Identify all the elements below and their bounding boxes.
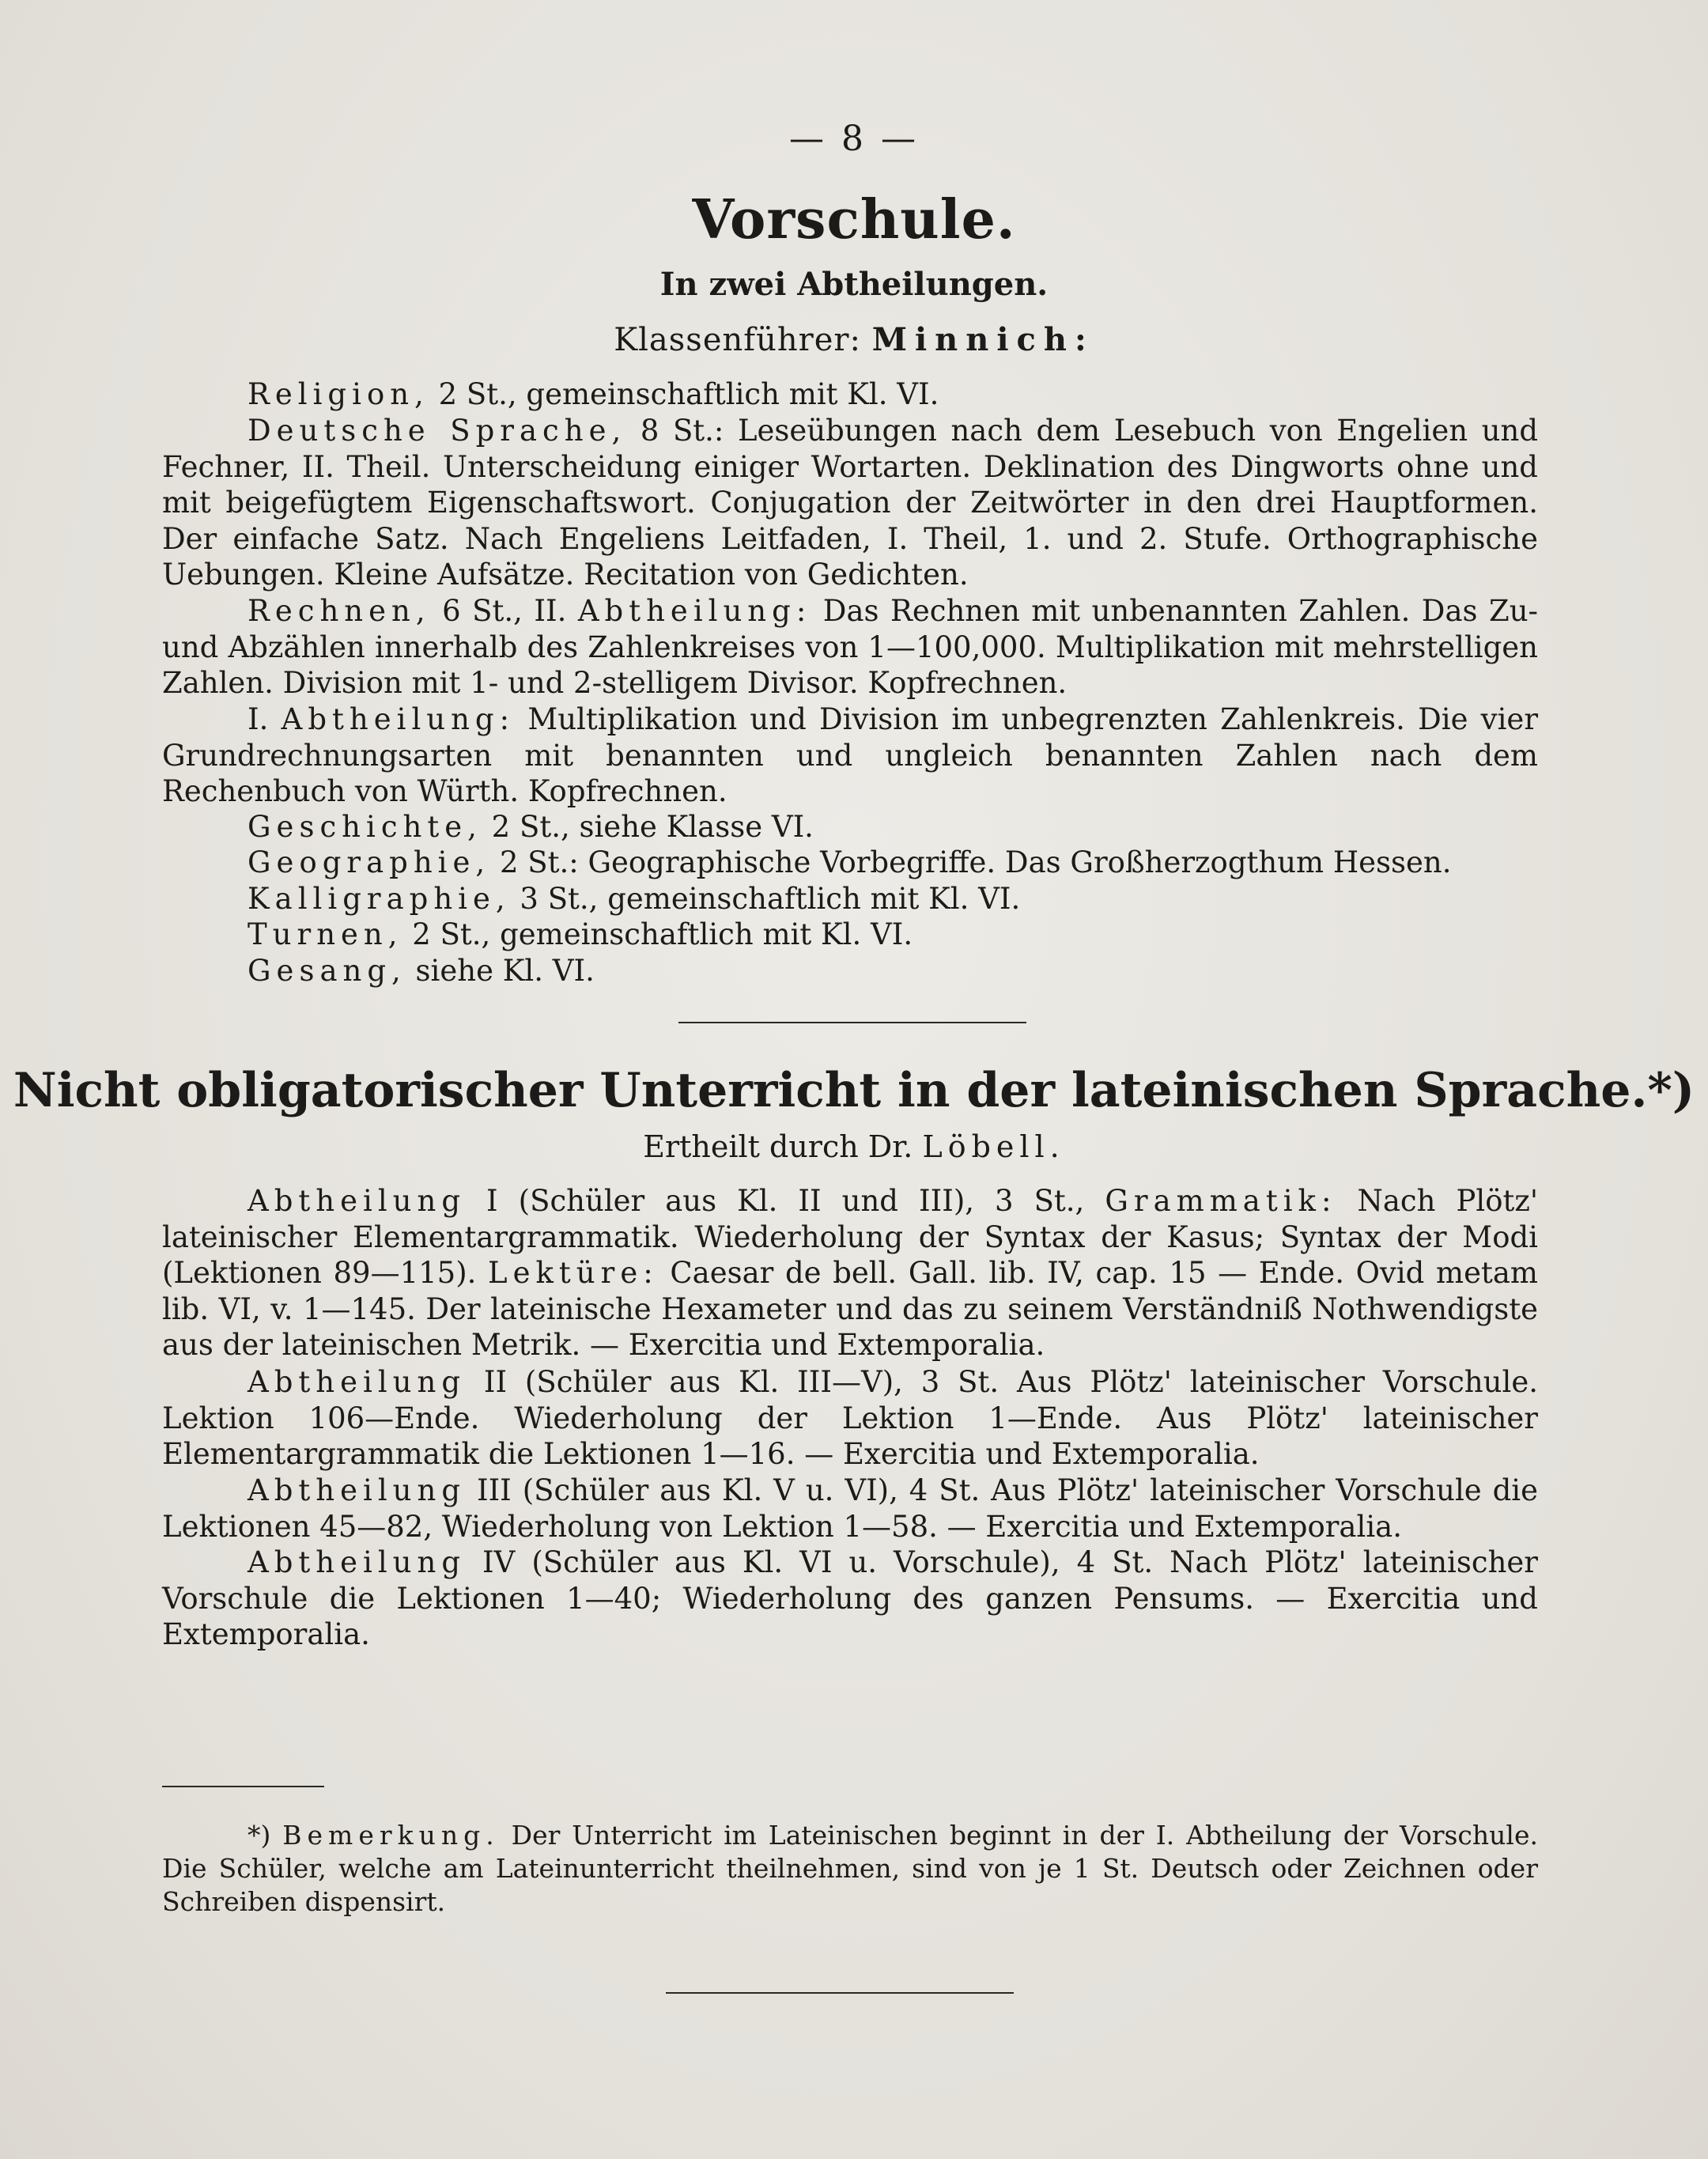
geschichte-text: 2 St., siehe Klasse VI. <box>491 810 814 844</box>
latein-abt3-paragraph <box>162 1473 1538 1545</box>
kalligraphie-paragraph <box>162 881 1538 917</box>
latein-abt2-text: II (Schüler aus Kl. III—V), 3 St. Aus Plötz' lateinischer Vorschule. Lektion 106—Ende. Wiederholung der Lektion 1—Ende. Aus Plötz' lateinischer Elementargrammatik die Lektionen 1—16. — Exercitia und Extemporalia. <box>162 1365 1538 1471</box>
latein-abt4-text: IV (Schüler aus Kl. VI u. Vorschule), 4 St. Nach Plötz' lateinischer Vorschule die Lektionen 1—40; Wiederholung des ganzen Pensums. — Exercitia und Extemporalia. <box>162 1545 1538 1651</box>
religion-text: 2 St., gemeinschaftlich mit Kl. VI. <box>438 377 939 411</box>
latein-abt1-text-b: Caesar de bell. Gall. lib. IV, cap. 15 — Ende. Ovid metam lib. VI, v. 1—145. Der lateinische Hexameter und das zu seinem Verständniß Nothwendigste aus der lateinischen Metrik. — Exercitia und Extemporalia. <box>162 1256 1538 1362</box>
latein-abt1-paragraph <box>162 1183 1538 1363</box>
religion-paragraph <box>162 376 1538 413</box>
latein-abt4-paragraph <box>162 1545 1538 1653</box>
religion-label: Religion, <box>248 377 429 411</box>
turnen-paragraph <box>162 917 1538 953</box>
deutsch-text: 8 St.: Leseübungen nach dem Lesebuch von Engelien und Fechner, II. Theil. Unterscheidung einiger Wortarten. Deklination des Dingworts ohne und mit beigefügtem Eigenschaftswort. Conjugation der Zeitwörter in den drei Hauptformen. Der einfache Satz. Nach Engeliens Leitfaden, I. Theil, 1. und 2. Stufe. Orthographische Uebungen. Kleine Aufsätze. Recitation von Gedichten. <box>162 414 1539 592</box>
abt1-paragraph <box>162 701 1538 810</box>
section-title-vorschule: Vorschule. <box>692 188 1016 251</box>
turnen-text: 2 St., gemeinschaftlich mit Kl. VI. <box>412 917 913 951</box>
turnen-label: Turnen, <box>248 917 403 951</box>
latein-abt4-label: Abtheilung <box>248 1545 467 1579</box>
footnote <box>162 1819 1538 1919</box>
latein-grammatik-label: Grammatik: <box>1105 1184 1337 1218</box>
abt1-label: Abtheilung: <box>281 702 516 736</box>
footnote-marker: *) <box>248 1820 271 1851</box>
geographie-text: 2 St.: Geographische Vorbegriffe. Das Großherzogthum Hessen. <box>499 845 1452 879</box>
abt1-text: Multiplikation und Division im unbegrenzten Zahlenkreis. Die vier Grundrechnungsarten mit benannten und ungleich benannten Zahlen nach dem Rechenbuch von Würth. Kopfrechnen. <box>162 702 1538 808</box>
deutsch-paragraph <box>162 413 1538 593</box>
latein-abt3-text: III (Schüler aus Kl. V u. VI), 4 St. Aus Plötz' lateinischer Vorschule die Lektionen 45—82, Wiederholung von Lektion 1—58. — Exercitia und Extemporalia. <box>162 1473 1539 1544</box>
geschichte-paragraph <box>162 809 1538 845</box>
latein-abt2-label: Abtheilung <box>248 1365 467 1399</box>
deutsch-label: Deutsche Sprache, <box>248 414 627 448</box>
klassenfuehrer-label: Klassenführer: <box>614 322 861 358</box>
footnote-divider <box>162 1786 324 1787</box>
gesang-label: Gesang, <box>248 954 406 988</box>
latein-abt3-label: Abtheilung <box>248 1473 467 1507</box>
abt1-prefix: I. <box>248 702 269 736</box>
latein-abt2-paragraph <box>162 1364 1538 1473</box>
end-rule <box>666 1992 1014 1994</box>
latein-lektuere-label: Lektüre: <box>488 1256 659 1290</box>
section-title-latein: Nicht obligatorischer Unterricht in der lateinischen Sprache.*) <box>13 1063 1695 1118</box>
footnote-text: Der Unterricht im Lateinischen beginnt in der I. Abtheilung der Vorschule. Die Schüler, welche am Lateinunterricht theilnehmen, sind von je 1 St. Deutsch oder Zeichnen oder Schreiben dispensirt. <box>162 1820 1538 1917</box>
geschichte-label: Geschichte, <box>248 810 482 844</box>
latein-subtitle-prefix: Ertheilt durch Dr. <box>643 1129 913 1164</box>
kalligraphie-label: Kalligraphie, <box>248 882 511 916</box>
klassenfuehrer-name: Minnich: <box>871 321 1094 358</box>
rechnen-paragraph <box>162 593 1538 701</box>
latein-abt1-label: Abtheilung <box>248 1184 467 1218</box>
latein-abt1-head: I (Schüler aus Kl. II und III), 3 St., <box>486 1184 1085 1218</box>
section-subtitle-vorschule: In zwei Abtheilungen. <box>659 266 1049 303</box>
geographie-label: Geographie, <box>248 845 491 879</box>
page-number: — 8 — <box>789 119 919 159</box>
rechnen-label: Rechnen, <box>248 594 431 628</box>
rechnen-text-b: Das Rechnen mit unbenannten Zahlen. Das Zu- und Abzählen innerhalb des Zahlenkreises von 1—100,000. Multiplikation mit mehrstelligen Zahlen. Division mit 1- und 2-stelligem Divisor. Kopfrechnen. <box>162 594 1539 700</box>
gesang-paragraph <box>162 953 1538 989</box>
footnote-label: Bemerkung. <box>282 1820 500 1851</box>
gesang-text: siehe Kl. VI. <box>415 954 595 988</box>
kalligraphie-text: 3 St., gemeinschaftlich mit Kl. VI. <box>520 882 1021 916</box>
klassenfuehrer-line <box>0 321 1708 358</box>
section-divider <box>678 1022 1026 1023</box>
geographie-paragraph <box>162 845 1538 881</box>
rechnen-text-a: 6 St., II. <box>442 594 567 628</box>
latein-teacher: Löbell. <box>922 1129 1065 1164</box>
latein-abt1-text-a: Nach Plötz' lateinischer Elementargrammatik. Wiederholung der Syntax der Kasus; Syntax der Modi (Lektionen 89—115). <box>162 1184 1539 1290</box>
rechnen-abt2-label: Abtheilung: <box>577 594 812 628</box>
latein-subtitle <box>0 1129 1708 1164</box>
